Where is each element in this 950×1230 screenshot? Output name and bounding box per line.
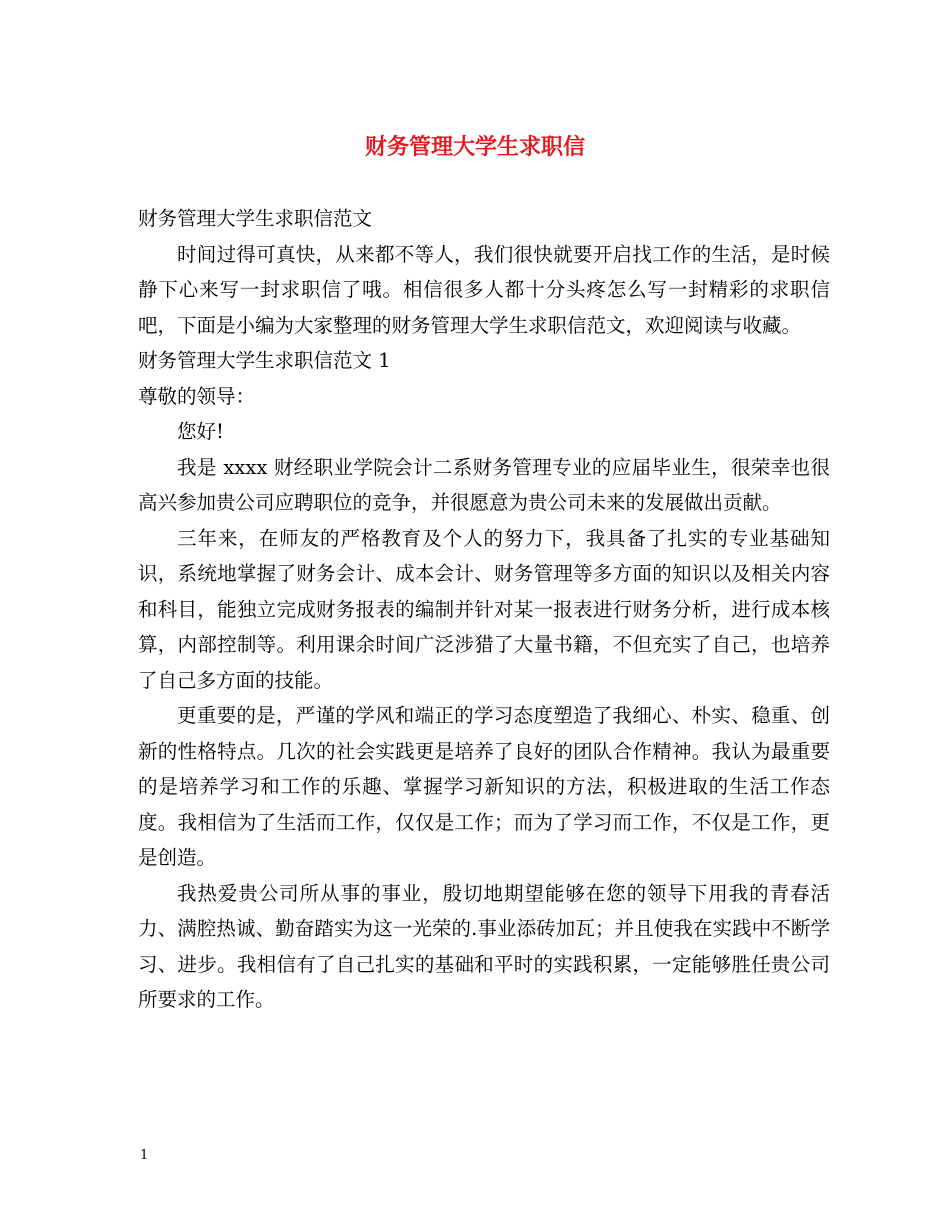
paragraph: 三年来，在师友的严格教育及个人的努力下，我具备了扎实的专业基础知识，系统地掌握了财务会计、成本会计、财务管理等多方面的知识以及相关内容和科目，能独立完成财务报表的编制并针对某一报表进行财务分析，进行成本核算，内部控制等。利用课余时间广泛涉猎了大量书籍，不但充实了自己，也培养了自己多方面的技能。 <box>138 526 830 692</box>
paragraph: 我热爱贵公司所从事的事业，殷切地期望能够在您的领导下用我的青春活力、满腔热诚、勤奋踏实为这一光荣的.事业添砖加瓦；并且使我在实践中不断学习、进步。我相信有了自己扎实的基础和平时的实践积累，一定能够胜任贵公司所要求的工作。 <box>138 881 830 1011</box>
paragraph: 财务管理大学生求职信范文 <box>138 207 373 230</box>
document-body <box>138 201 830 1018</box>
paragraph: 我是 xxxx 财经职业学院会计二系财务管理专业的应届毕业生，很荣幸也很高兴参加贵公司应聘职位的竞争，并很愿意为贵公司未来的发展做出贡献。 <box>138 455 830 514</box>
paragraph: 时间过得可真快，从来都不等人，我们很快就要开启找工作的生活，是时候静下心来写一封求职信了哦。相信很多人都十分头疼怎么写一封精彩的求职信吧，下面是小编为大家整理的财务管理大学生求职信范文，欢迎阅读与收藏。 <box>138 242 830 337</box>
page-number: 1 <box>140 1148 149 1163</box>
paragraph: 尊敬的领导： <box>138 384 256 408</box>
paragraph: 更重要的是，严谨的学风和端正的学习态度塑造了我细心、朴实、稳重、创新的性格特点。几次的社会实践更是培养了良好的团队合作精神。我认为最重要的是培养学习和工作的乐趣、掌握学习新知识的方法，积极进取的生活工作态度。我相信为了生活而工作，仅仅是工作；而为了学习而工作，不仅是工作，更是创造。 <box>138 704 830 869</box>
paragraph: 您好! <box>177 420 224 443</box>
document-title: 财务管理大学生求职信 <box>364 134 585 160</box>
paragraph: 财务管理大学生求职信范文 1 <box>138 349 391 372</box>
